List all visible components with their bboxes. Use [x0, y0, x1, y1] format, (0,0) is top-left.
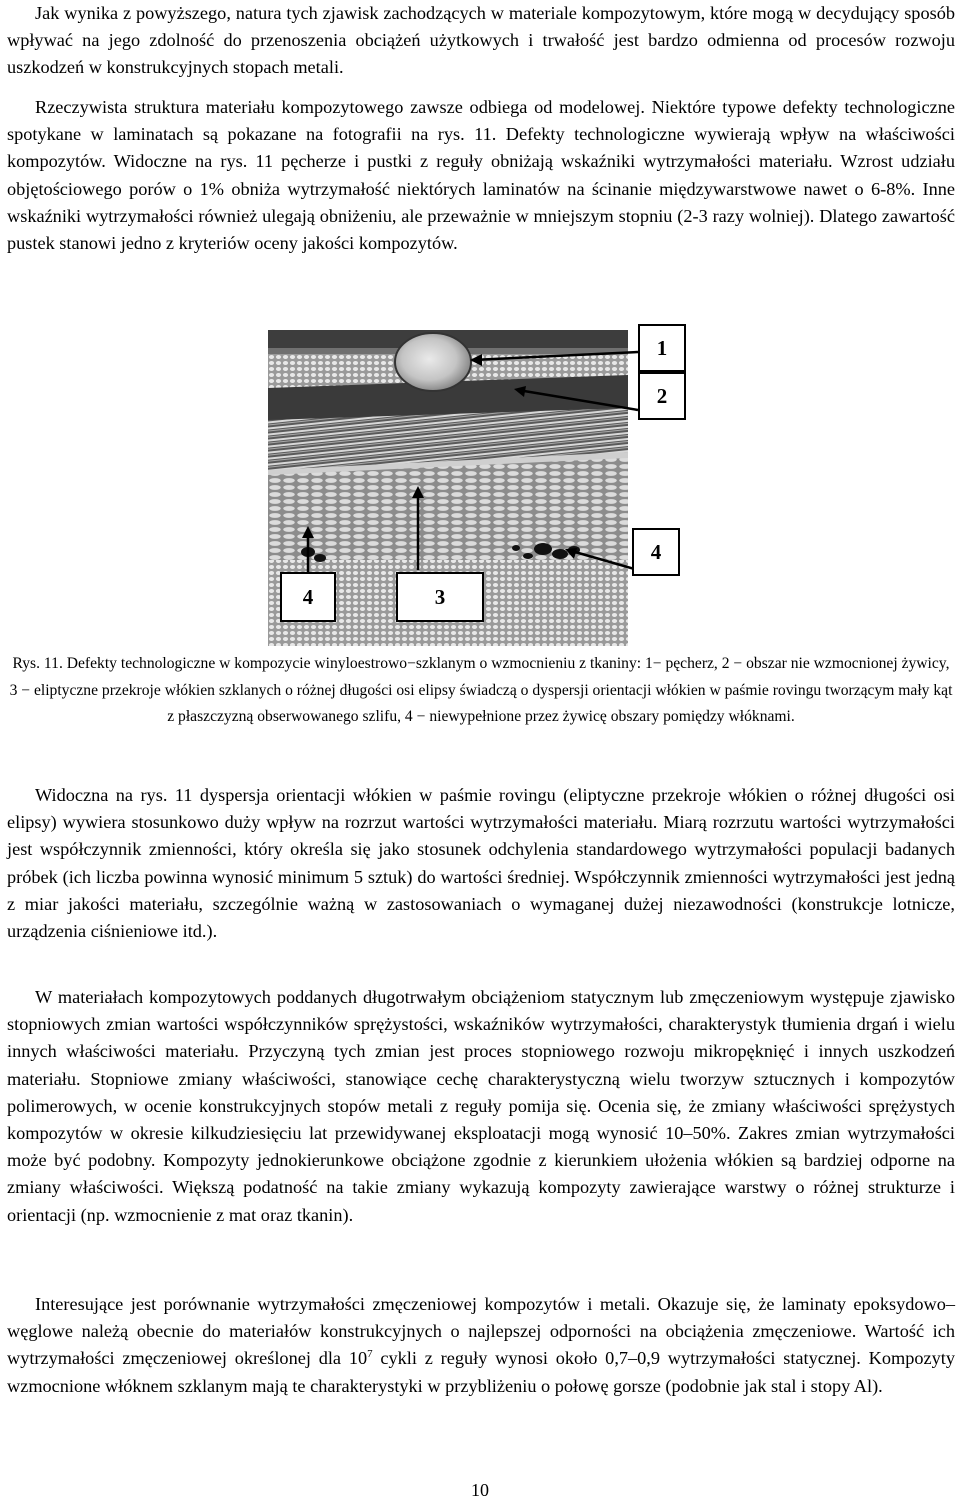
paragraph-defects: Rzeczywista struktura materiału kompozytowego zawsze odbiega od modelowej. Niektóre typowe defekty technologiczne spotykane w laminatach są pokazane na fotografii na rys. 11. Defekty technologiczne wywierają wpływ na właściwości kompozytów. Widoczne na rys. 11 pęcherze i pustki z reguły obniżają wskaźniki wytrzymałości materiału. Wzrost udziału objętościowego porów o 1% obniża wytrzymałość niektórych laminatów na ścinanie międzywarstwowe nawet o 6-8%. Inne wskaźniki wytrzymałości również ulegają obniżeniu, ale przeważnie w mniejszym stopniu (2-3 razy wolniej). Dlatego zawartość pustek stanowi jedno z kryteriów oceny jakości kompozytów. — [7, 97, 955, 254]
paragraph-comparison — [7, 1291, 955, 1400]
comparison-text-a: Interesujące jest porównanie wytrzymałości zmęczeniowej kompozytów i metali. Okazuje się, że laminaty epoksydowo–węglowe należą obecnie do materiałów konstrukcyjnych o najlepszej odporności na obciążenia zmęczeniowe. Wartość ich wytrzymałości zmęczeniowej określonej dla 10 — [7, 1294, 955, 1369]
figure-label-4-left: 4 — [280, 572, 336, 622]
micrograph-image — [268, 330, 790, 646]
paragraph-dispersion: Widoczna na rys. 11 dyspersja orientacji włókien w paśmie rovingu (eliptyczne przekroje włókien o różnej długości osi elipsy) wywiera stosunkowo duży wpływ na rozrzut wartości wytrzymałości materiału. Miarą rozrzutu wartości wytrzymałości jest współczynnik zmienności, który określa się jako stosunek odchylenia standardowego wytrzymałości populacji badanych próbek (ich liczba powinna wynosić minimum 5 sztuk) do wartości średniej. Współczynnik zmienności wytrzymałości jest jedną z miar jakości materiału, szczególnie ważną w zastosowaniach o wymaganej dużej niezawodności (konstrukcje lotnicze, urządzenia ciśnieniowe itd.). — [7, 785, 955, 942]
figure-caption: Rys. 11. Defekty technologiczne w kompozycie winyloestrowo−szklanym o wzmocnieniu z tkaniny: 1− pęcherz, 2 − obszar nie wzmocnionej żywicy, 3 − eliptyczne przekroje włókien szklanych o różnej długości osi elipsy świadczą o dyspersji orientacji włókien w paśmie rovingu tworzącym mały kąt z płaszczyzną obserwowanego szlifu, 4 − niewypełnione przez żywicę obszary pomiędzy włóknami. — [9, 655, 953, 725]
paragraph-intro: Jak wynika z powyższego, natura tych zjawisk zachodzących w materiale kompozytowym, które mogą w decydujący sposób wpływać na jego zdolność do przenoszenia obciążeń użytkowych i trwałość jest bardzo odmienna od procesów rozwoju uszkodzeń w konstrukcyjnych stopach metali. — [7, 3, 955, 78]
paragraph-fatigue-changes: W materiałach kompozytowych poddanych długotrwałym obciążeniom statycznym lub zmęczeniowym występuje zjawisko stopniowych zmian wartości współczynników sprężystości, wskaźników wytrzymałości, charakterystyk tłumienia drgań i wielu innych właściwości materiału. Przyczyną tych zmian jest proces stopniowego rozwoju mikropęknięć i innych uszkodzeń materiału. Stopniowe zmiany właściwości, stanowiące cechę charakterystyczną wielu tworzyw sztucznych i kompozytów polimerowych, w ocenie konstrukcyjnych stopów metali z reguły pomija się. Ocenia się, że zmiany właściwości sprężystych kompozytów w okresie kilkudziesięciu lat przewidywanej eksploatacji mogą wynosić 10–50%. Zakres zmian wytrzymałości może być podobny. Kompozyty jednokierunkowe obciążone zgodnie z kierunkiem ułożenia włókien są bardziej odporne na zmiany właściwości. Większą podatność na takie zmiany wykazują kompozyty zawierające warstwy o różnej strukturze i orientacji (np. wzmocnienie z mat oraz tkanin). — [7, 987, 955, 1225]
figure-label-4-right: 4 — [632, 528, 680, 576]
figure-micrograph — [268, 330, 790, 646]
exponent: 7 — [367, 1348, 373, 1361]
figure-label-2: 2 — [638, 372, 686, 420]
comparison-text-b: cykli z reguły wynosi około 0,7–0,9 wytrzymałości statycznej. Kompozyty wzmocnione włóknem szklanym mają te charakterystyki w przybliżeniu o połowę gorsze (podobnie jak stal i stopy Al). — [7, 1348, 955, 1396]
figure-label-1: 1 — [638, 324, 686, 372]
page-number: 10 — [471, 1480, 489, 1500]
figure-label-3: 3 — [396, 572, 484, 622]
